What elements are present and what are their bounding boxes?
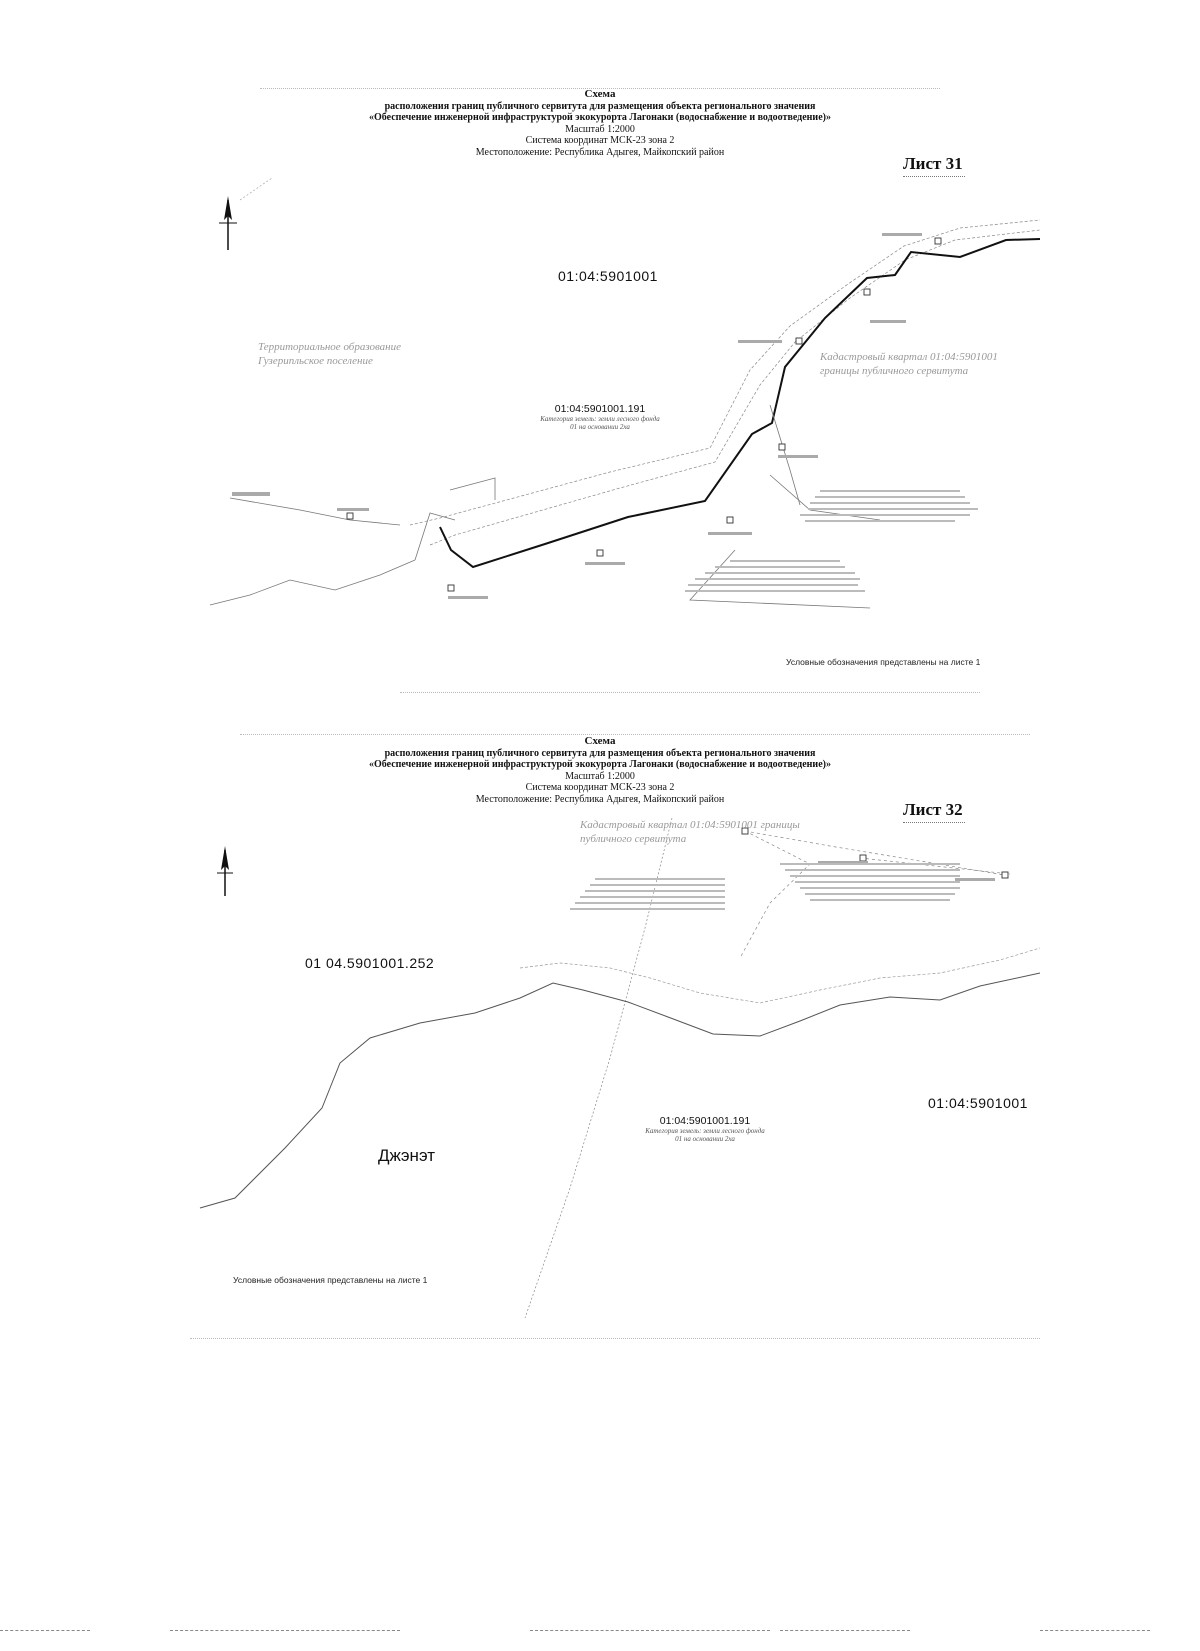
- parcel-label: [505, 403, 695, 431]
- north-arrow-icon: [217, 846, 233, 896]
- sheet-number-text: Лист 31: [903, 154, 963, 173]
- parcel-outlines: [210, 405, 880, 608]
- parcel-category: Категория земель: земли лесного фонда: [540, 415, 660, 423]
- map-sheet-31: [0, 80, 1200, 700]
- header-scale: Масштаб 1:2000: [565, 123, 635, 135]
- header-title: Схема: [584, 88, 616, 100]
- header-line2: «Обеспечение инженерной инфраструктурой экокурорта Лагонаки (водоснабжение и водоотведение)»: [369, 112, 831, 123]
- faded-quarter-label: Кадастровый квартал 01:04:5901001 границы публичного сервитута: [580, 819, 800, 845]
- north-arrow-icon: [219, 178, 272, 250]
- parcel-note: 01 на основании 2ха: [675, 1135, 735, 1143]
- parcel-category: Категория земель: земли лесного фонда: [645, 1127, 765, 1135]
- place-label: Джэнэт: [378, 1146, 436, 1165]
- map-sheet-32: [0, 728, 1200, 1348]
- header-scale: Масштаб 1:2000: [565, 770, 635, 782]
- parcel-number: 01:04:5901001.191: [554, 403, 646, 415]
- header-location: Местоположение: Республика Адыгея, Майкопский район: [475, 146, 725, 158]
- note-blocks: [685, 490, 978, 592]
- faded-quarter-label: Кадастровый квартал 01:04:5901001 границы публичного сервитута: [820, 351, 998, 377]
- header-line1: расположения границ публичного сервитута для размещения объекта регионального значения: [384, 747, 816, 759]
- servitude-boundary: [520, 948, 1040, 1003]
- header-line2: «Обеспечение инженерной инфраструктурой экокурорта Лагонаки (водоснабжение и водоотведение)»: [369, 759, 831, 770]
- header-crs: Система координат МСК-23 зона 2: [525, 135, 675, 146]
- note-blocks: [570, 863, 960, 910]
- sheet-number-text: Лист 32: [903, 800, 963, 819]
- parcel-number: 01:04:5901001.191: [659, 1115, 751, 1127]
- faded-settlement-label: Территориальное образование Гузерипльское поселение: [258, 341, 402, 367]
- header-crs: Система координат МСК-23 зона 2: [525, 782, 675, 793]
- parcel-label: [610, 1115, 800, 1143]
- parcel-note: 01 на основании 2ха: [570, 423, 630, 431]
- legend-note: Условные обозначения представлены на листе 1: [233, 1275, 428, 1285]
- crossing-line: [525, 818, 672, 1318]
- header-line1: расположения границ публичного сервитута для размещения объекта регионального значения: [384, 100, 816, 112]
- header-location: Местоположение: Республика Адыгея, Майкопский район: [475, 793, 725, 805]
- header-title: Схема: [584, 735, 616, 747]
- parcel-252-label: 01 04.5901001.252: [305, 955, 435, 971]
- parcel-boundary: [200, 973, 1040, 1208]
- quarter-label: 01:04:5901001: [558, 268, 658, 284]
- legend-note: Условные обозначения представлены на листе 1: [786, 657, 981, 667]
- quarter-label: 01:04:5901001: [928, 1095, 1028, 1111]
- map-drawing: [0, 80, 1200, 700]
